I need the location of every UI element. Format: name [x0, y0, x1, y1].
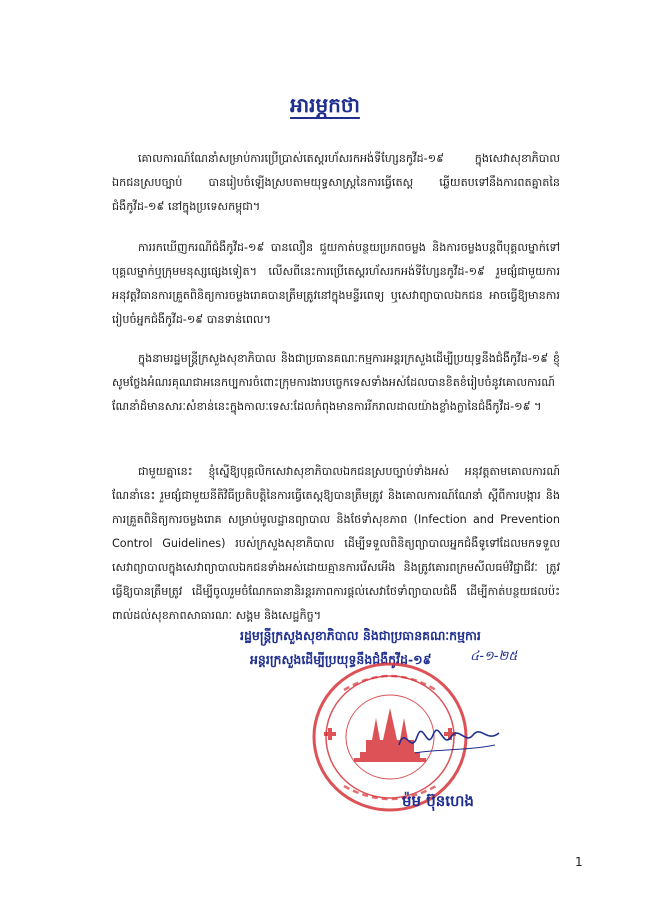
signatory-title-line1: រដ្ឋមន្ត្រីក្រសួងសុខាភិបាល និងជាប្រធានគណៈកម្មការ — [240, 628, 481, 643]
handwritten-date: ៤-១-២៥ — [470, 649, 518, 664]
paragraph-1: គោលការណ៍ណែនាំសម្រាប់ការប្រើប្រាស់តេស្តរហ័សរកអង់ទីហ្សែនកូវីដ-១៩ ក្នុងសេវាសុខាភិបាលឯកជនស្របច្បាប់ បានរៀបចំឡើងស្របតាមយុទ្ធសាស្ត្រនៃការធ្វើតេស្ត ឆ្លើយតបទៅនឹងការពតគ្នាតនៃជំងឺកូវីដ-១៩ នៅក្នុងប្រទេសកម្ពុជា។ — [112, 152, 560, 213]
page-number: 1 — [575, 855, 583, 869]
paragraph-4: ជាមួយគ្នានេះ ខ្ញុំស្នើឱ្យបុគ្គលិកសេវាសុខាភិបាលឯកជនស្របច្បាប់ទាំងអស់ អនុវត្តតាមគោលការណ៍ណែនាំនេះ រួមផ្សំជាមួយនីតិវិធីប្រតិបត្តិនៃការធ្វើតេស្តឱ្យបានត្រឹមត្រូវ និងគោលការណ៍ណែនាំ ស្តីពីការបង្ការ និងការគ្រួតពិនិត្យការចម្លងរោគ សម្រាប់មូលដ្ឋានព្យាបាល និងថែទាំសុខភាព (Infection and Prevention Control Guidelines) របស់ក្រសួងសុខាភិបាល ដើម្បីទទួលពិនិត្យព្យាបាលអ្នកជំងឺទូទៅដែលមកទទួលសេវាព្យាបាលក្នុងសេវាព្យាបាលឯកជនទាំងអស់ដោយគ្មានការរើសអើង និងត្រូវគោរពក្រមសីលធម៌វិជ្ជាជីវៈ ត្រូវធ្វើឱ្យបានត្រឹមត្រូវ ដើម្បីចូលរួមចំណែកធានានិរន្តរភាពការផ្តល់សេវាថែទាំព្យាបាលជំងឺ ដើម្បីកាត់បន្ថយផលប៉ះពាល់ដល់សុខភាពសាធារណៈ សង្គម និងសេដ្ឋកិច្ច។ — [112, 465, 560, 622]
signer-name: ម៉ម ប៊ុនហេង — [402, 792, 474, 810]
signatory-title-line2: អន្តរក្រសួងដើម្បីប្រយុទ្ធនឹងជំងឺកូវីដ-១៩ — [250, 652, 432, 667]
page-title: អារម្ភកថា — [290, 93, 360, 117]
paragraph-2: ការរកឃើញករណីជំងឺកូវីដ-១៩ បានលឿន ជួយកាត់បន្ថយប្រភពចម្លង និងការចម្លងបន្តពីបុគ្គលម្នាក់ទៅបុគ្គលម្នាក់ឬក្រុមមនុស្សផ្សេងទៀត។ លើសពីនេះការប្រើតេស្តរហ័សរកអង់ទីហ្សែនកូវីដ-១៩ រួមផ្សំជាមួយការអនុវត្តវិធានការគ្រួតពិនិត្យការចម្លងរោគបានត្រឹមត្រូវនៅក្នុងមន្ទីរពេទ្យ ឬសេវាព្យាបាលឯកជន អាចធ្វើឱ្យមានការរៀបចំអ្នកជំងឺកូវីដ-១៩ បានទាន់ពេល។ — [112, 241, 560, 326]
paragraph-3: ក្នុងនាមរដ្ឋមន្ត្រីក្រសួងសុខាភិបាល និងជាប្រធានគណៈកម្មការអន្តរក្រសួងដើម្បីប្រយុទ្ធនឹងជំងឺកូវីដ-១៩ ខ្ញុំសូមថ្លែងអំណរគុណជាអនេកប្បការចំពោះក្រុមការងារបច្ចេកទេសទាំងអស់ដែលបានខិតខំរៀបចំនូវគោលការណ៍ណែនាំដ៏មានសារៈសំខាន់នេះក្នុងកាលៈទេសៈដែលកំពុងមានការរីករាលដាលយ៉ាងខ្លាំងក្លានៃជំងឺកូវីដ-១៩ ។ — [112, 352, 560, 413]
handwritten-signature — [395, 715, 505, 765]
